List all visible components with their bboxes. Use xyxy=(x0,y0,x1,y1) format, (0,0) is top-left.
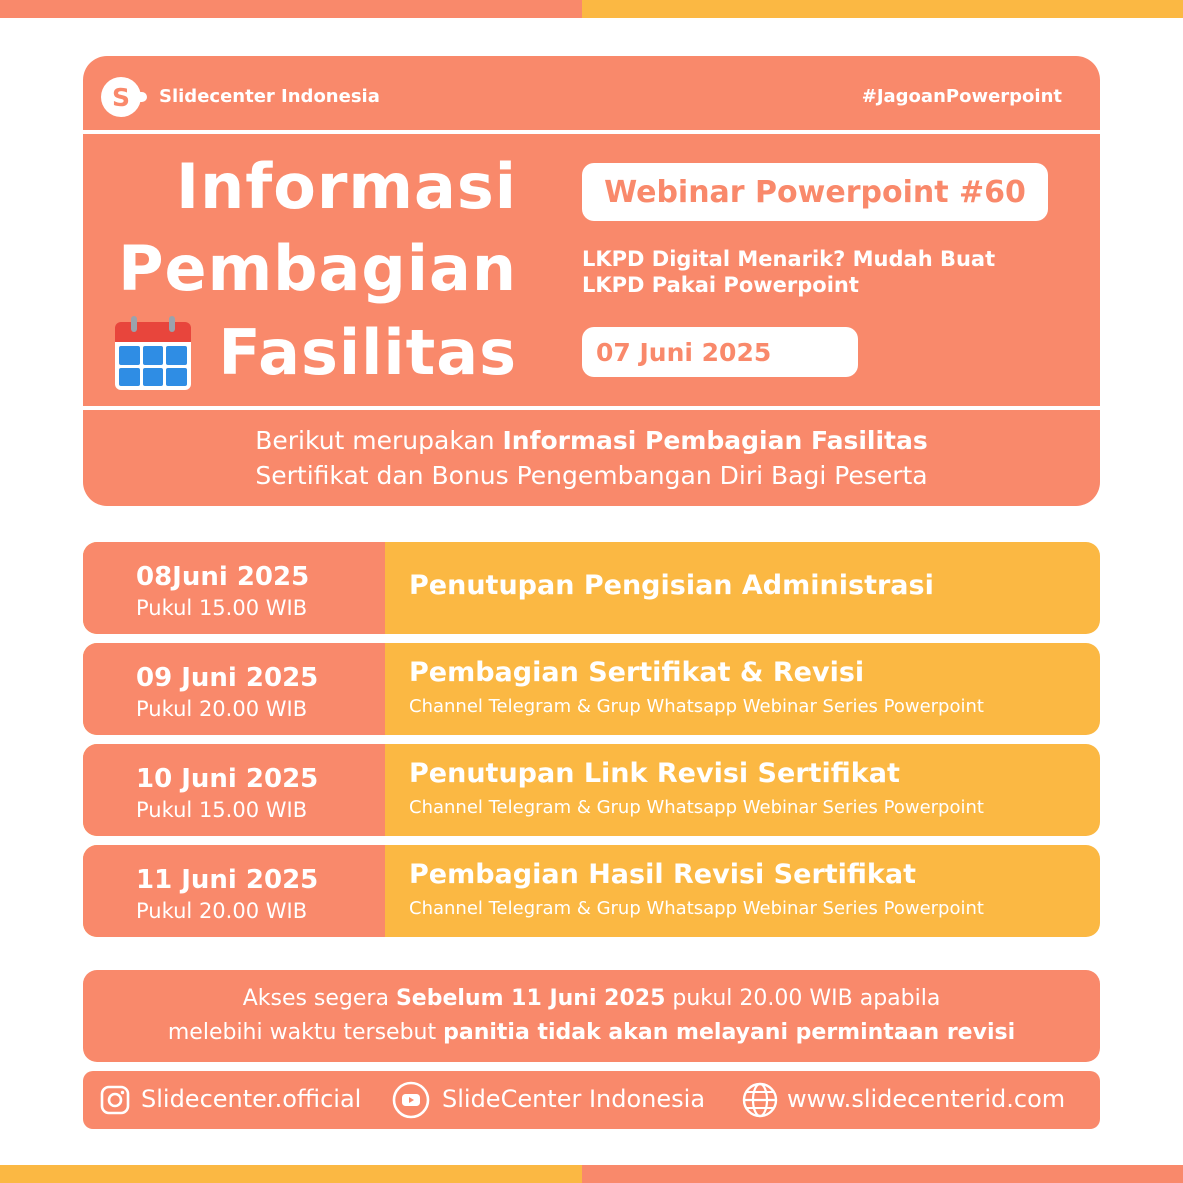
schedule-row xyxy=(83,845,1100,937)
schedule-date-block xyxy=(83,845,385,937)
bottom-stripe-amber xyxy=(0,1165,582,1183)
header-bar xyxy=(83,56,1100,130)
hero-section xyxy=(83,134,1100,406)
slidecenter-logo-icon xyxy=(101,77,141,117)
webinar-badge: Webinar Powerpoint #60 xyxy=(582,163,1048,221)
instagram-icon xyxy=(99,1084,131,1116)
schedule-date-block xyxy=(83,542,385,634)
schedule-date: 09 Juni 2025 xyxy=(136,663,319,693)
notice-text: Akses segera xyxy=(242,986,396,1011)
youtube-channel[interactable]: SlideCenter Indonesia xyxy=(442,1085,706,1113)
title-line-1: Informasi xyxy=(176,150,517,223)
schedule-date: 10 Juni 2025 xyxy=(136,764,319,794)
schedule-time: Pukul 20.00 WIB xyxy=(136,697,308,721)
brand-name: Slidecenter Indonesia xyxy=(159,86,380,107)
notice-text: pukul 20.00 WIB apabila xyxy=(665,986,941,1011)
bottom-stripe-coral xyxy=(582,1165,1183,1183)
schedule-title: Penutupan Pengisian Administrasi xyxy=(409,570,934,601)
top-stripe-amber xyxy=(582,0,1183,18)
schedule-title: Penutupan Link Revisi Sertifikat xyxy=(409,758,900,789)
notice-warning: panitia tidak akan melayani permintaan revisi xyxy=(443,1020,1016,1045)
schedule-subtitle: Channel Telegram & Grup Whatsapp Webinar Series Powerpoint xyxy=(409,696,984,717)
notice-text: melebihi waktu tersebut xyxy=(167,1020,444,1045)
intro-line-1 xyxy=(255,423,928,458)
intro-prefix: Berikut merupakan xyxy=(255,426,503,455)
notice-line-1 xyxy=(243,982,941,1016)
intro-line-2: Sertifikat dan Bonus Pengembangan Diri Bagi Peserta xyxy=(255,461,928,490)
hashtag: #JagoanPowerpoint xyxy=(861,86,1062,107)
calendar-icon xyxy=(115,316,191,390)
deadline-notice xyxy=(83,970,1100,1062)
schedule-row xyxy=(83,744,1100,836)
schedule-time: Pukul 20.00 WIB xyxy=(136,899,308,923)
schedule-title: Pembagian Hasil Revisi Sertifikat xyxy=(409,859,917,890)
schedule-date: 08Juni 2025 xyxy=(136,562,310,592)
schedule-date-block xyxy=(83,744,385,836)
notice-deadline: Sebelum 11 Juni 2025 xyxy=(395,986,666,1011)
webinar-desc-line-2: LKPD Pakai Powerpoint xyxy=(582,273,859,297)
schedule-row xyxy=(83,542,1100,634)
schedule-subtitle: Channel Telegram & Grup Whatsapp Webinar Series Powerpoint xyxy=(409,898,984,919)
schedule-time: Pukul 15.00 WIB xyxy=(136,596,308,620)
logo-letter: S xyxy=(111,82,130,112)
title-line-3: Fasilitas xyxy=(218,316,517,389)
schedule-title: Pembagian Sertifikat & Revisi xyxy=(409,657,865,688)
schedule-date: 11 Juni 2025 xyxy=(136,865,319,895)
social-footer xyxy=(83,1071,1100,1129)
globe-icon xyxy=(741,1081,779,1119)
instagram-handle[interactable]: Slidecenter.official xyxy=(141,1085,362,1113)
youtube-icon xyxy=(392,1081,430,1119)
event-date-badge: 07 Juni 2025 xyxy=(582,327,858,377)
webinar-description xyxy=(582,246,1062,298)
intro-section xyxy=(83,410,1100,506)
webinar-desc-line-1: LKPD Digital Menarik? Mudah Buat xyxy=(582,247,996,271)
schedule-time: Pukul 15.00 WIB xyxy=(136,798,308,822)
notice-line-2 xyxy=(168,1016,1015,1050)
intro-highlight: Informasi Pembagian Fasilitas xyxy=(502,426,928,455)
schedule-row xyxy=(83,643,1100,735)
top-stripe-coral xyxy=(0,0,582,18)
schedule-subtitle: Channel Telegram & Grup Whatsapp Webinar Series Powerpoint xyxy=(409,797,984,818)
title-line-2: Pembagian xyxy=(118,232,517,305)
schedule-date-block xyxy=(83,643,385,735)
website-link[interactable]: www.slidecenterid.com xyxy=(787,1085,1066,1113)
